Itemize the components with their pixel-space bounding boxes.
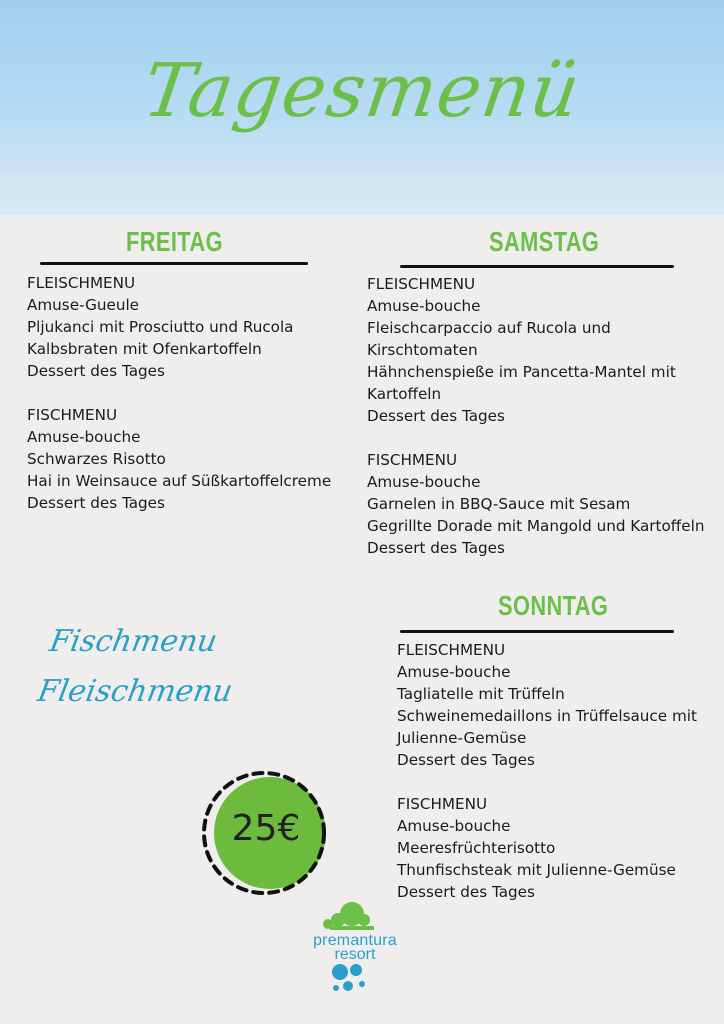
menu-item: Meeresfrüchterisotto [397, 839, 556, 857]
menu-item: Amuse-bouche [27, 428, 141, 446]
menu-item: Dessert des Tages [397, 751, 535, 769]
menu-item: Amuse-bouche [367, 297, 481, 315]
rule-freitag [40, 262, 308, 265]
sky-wave-edge [0, 170, 724, 230]
menu-item: Dessert des Tages [27, 494, 165, 512]
menu-heading: FISCHMENU [27, 406, 118, 424]
menu-item: Amuse-bouche [397, 817, 511, 835]
menu-heading: FLEISCHMENU [397, 641, 506, 659]
day-title-sonntag: SONNTAG [498, 590, 609, 621]
menu-heading: FLEISCHMENU [27, 274, 136, 292]
menu-item: Amuse-bouche [397, 663, 511, 681]
menu-item: Schweinemedaillons in Trüffelsauce mit [397, 707, 697, 725]
menu-item: Dessert des Tages [367, 539, 505, 557]
menu-heading: FISCHMENU [367, 451, 458, 469]
menu-item: Kartoffeln [367, 385, 442, 403]
menu-item: Garnelen in BBQ-Sauce mit Sesam [367, 495, 631, 513]
menu-heading: FISCHMENU [397, 795, 488, 813]
menu-item: Pljukanci mit Prosciutto und Rucola [27, 318, 294, 336]
script-label-fleischmenu: Fleischmenu [34, 674, 236, 709]
menu-samstag [367, 273, 704, 559]
menu-item: Kirschtomaten [367, 341, 478, 359]
menu-heading: FLEISCHMENU [367, 275, 476, 293]
menu-item: Gegrillte Dorade mit Mangold und Kartoffeln [367, 517, 705, 535]
menu-item: Amuse-Gueule [27, 296, 140, 314]
menu-item: Julienne-Gemüse [397, 729, 527, 747]
script-label-fischmenu: Fischmenu [46, 624, 220, 659]
menu-sonntag [397, 639, 697, 903]
logo-text-premantura: premantura [313, 932, 397, 949]
rule-sonntag [400, 630, 674, 633]
menu-item: Dessert des Tages [397, 883, 535, 901]
menu-item: Hai in Weinsauce auf Süßkartoffelcreme [27, 472, 332, 490]
menu-item: Fleischcarpaccio auf Rucola und [367, 319, 611, 337]
menu-item: Tagliatelle mit Trüffeln [397, 685, 565, 703]
price-value: 25€ [231, 808, 301, 849]
menu-item: Schwarzes Risotto [27, 450, 166, 468]
rule-samstag [400, 265, 674, 268]
menu-item: Amuse-bouche [367, 473, 481, 491]
menu-item: Kalbsbraten mit Ofenkartoffeln [27, 340, 262, 358]
day-title-freitag: FREITAG [126, 226, 223, 257]
logo-text-resort: resort [334, 946, 376, 963]
menu-item: Hähnchenspieße im Pancetta-Mantel mit [367, 363, 676, 381]
menu-item: Dessert des Tages [367, 407, 505, 425]
menu-freitag [27, 272, 331, 514]
day-title-samstag: SAMSTAG [489, 226, 600, 257]
menu-item: Thunfischsteak mit Julienne-Gemüse [397, 861, 676, 879]
menu-item: Dessert des Tages [27, 362, 165, 380]
page-title: Tagesmenü [138, 48, 586, 134]
